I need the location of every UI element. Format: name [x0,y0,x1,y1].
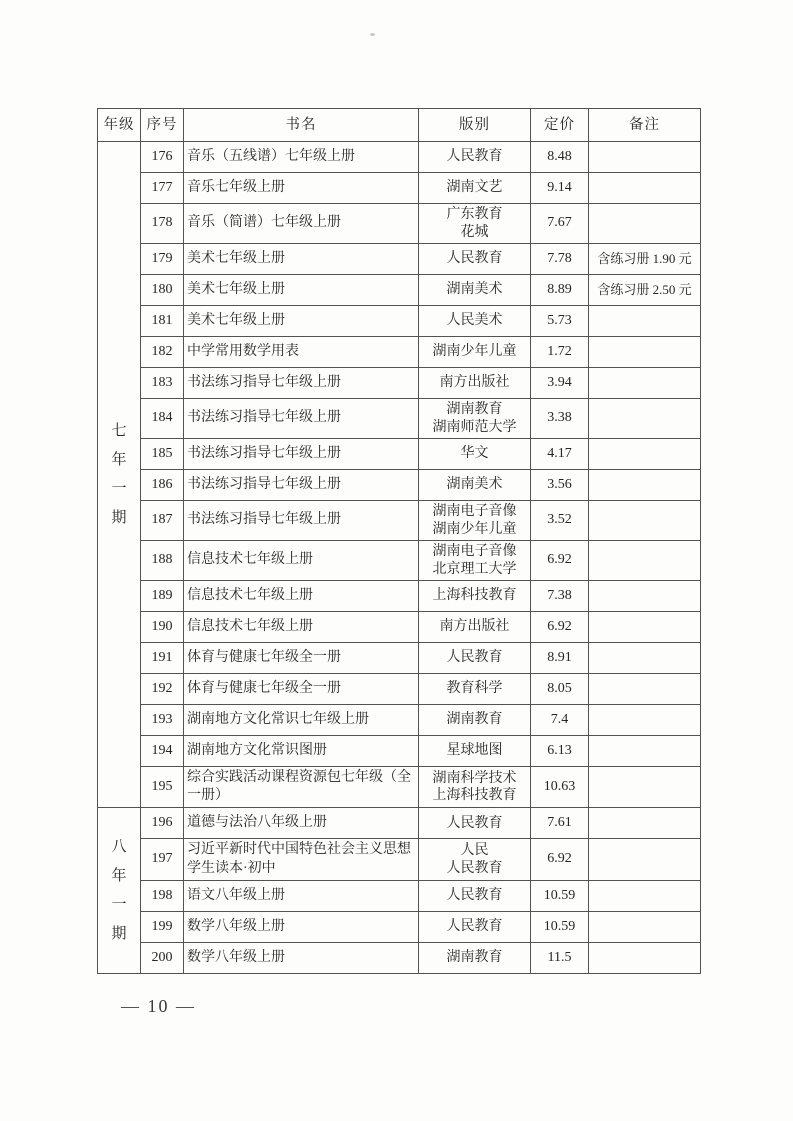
note-cell [589,142,701,173]
price-cell: 11.5 [531,942,589,973]
book-name-cell: 书法练习指导七年级上册 [184,439,419,470]
serial-number-cell: 180 [141,275,184,306]
note-cell [589,880,701,911]
grade-group-cell [98,808,141,973]
serial-number-cell: 179 [141,244,184,275]
publisher-cell [419,942,531,973]
publisher-line: 人民 [460,843,489,859]
publisher-cell [419,368,531,399]
publisher-line: 南方出版社 [439,619,510,635]
serial-number-cell: 187 [141,501,184,541]
table-row [98,942,701,973]
publisher-cell [419,275,531,306]
publisher-line: 花城 [460,224,489,240]
table-row [98,911,701,942]
note-cell [589,173,701,204]
note-cell [589,204,701,244]
price-cell: 1.72 [531,337,589,368]
table-row [98,142,701,173]
price-cell: 6.92 [531,612,589,643]
table-row [98,439,701,470]
publisher-cell [419,612,531,643]
column-header-price: 定价 [531,109,589,142]
publisher-line: 湖南少年儿童 [432,344,517,360]
serial-number-cell: 200 [141,942,184,973]
book-name-cell: 信息技术七年级上册 [184,541,419,581]
publisher-cell [419,736,531,767]
publisher-line: 人民美术 [446,313,503,329]
table-row [98,581,701,612]
book-name-cell: 道德与法治八年级上册 [184,808,419,839]
note-cell [589,439,701,470]
publisher-cell [419,501,531,541]
price-cell: 10.59 [531,880,589,911]
table-row [98,501,701,541]
note-cell [589,306,701,337]
serial-number-cell: 191 [141,643,184,674]
note-cell [589,501,701,541]
book-name-cell: 体育与健康七年级全一册 [184,674,419,705]
publisher-cell [419,880,531,911]
note-cell [589,911,701,942]
publisher-line: 湖南美术 [446,282,503,298]
publisher-line: 湖南电子音像 [432,544,517,559]
table-row [98,244,701,275]
book-name-cell: 书法练习指导七年级上册 [184,399,419,439]
table-row [98,612,701,643]
publisher-cell [419,839,531,880]
column-header-serial: 序号 [141,109,184,142]
publisher-cell [419,470,531,501]
publisher-line: 华文 [460,446,489,462]
scan-artifact [370,33,375,36]
table-row [98,541,701,581]
table-row [98,337,701,368]
publisher-line: 人民教育 [446,888,503,903]
table-row [98,173,701,204]
serial-number-cell: 177 [141,173,184,204]
book-name-cell: 音乐（五线谱）七年级上册 [184,142,419,173]
publisher-line: 湖南文艺 [446,180,503,196]
book-name-cell: 音乐（简谱）七年级上册 [184,204,419,244]
serial-number-cell: 196 [141,808,184,839]
publisher-cell [419,911,531,942]
serial-number-cell: 194 [141,736,184,767]
book-name-cell: 书法练习指导七年级上册 [184,501,419,541]
price-cell: 8.48 [531,142,589,173]
note-cell: 含练习册 1.90 元 [589,244,701,275]
publisher-line: 人民教育 [446,251,503,267]
table-row [98,880,701,911]
serial-number-cell: 190 [141,612,184,643]
book-name-cell: 体育与健康七年级全一册 [184,643,419,674]
publisher-line: 人民教育 [446,650,503,666]
publisher-line: 湖南少年儿童 [432,521,517,537]
table-row [98,368,701,399]
publisher-cell [419,399,531,439]
serial-number-cell: 181 [141,306,184,337]
price-cell: 7.61 [531,808,589,839]
column-header-book-name: 书名 [184,109,419,142]
publisher-line: 教育科学 [446,681,503,697]
price-cell: 3.94 [531,368,589,399]
publisher-cell [419,705,531,736]
note-cell: 含练习册 2.50 元 [589,275,701,306]
serial-number-cell: 198 [141,880,184,911]
table-row [98,808,701,839]
price-cell: 8.91 [531,643,589,674]
serial-number-cell: 195 [141,767,184,808]
table-row [98,275,701,306]
price-cell: 3.52 [531,501,589,541]
publisher-line: 湖南教育 [446,950,503,965]
note-cell [589,581,701,612]
serial-number-cell: 193 [141,705,184,736]
publisher-cell [419,337,531,368]
serial-number-cell: 176 [141,142,184,173]
serial-number-cell: 189 [141,581,184,612]
publisher-cell [419,541,531,581]
table-row [98,306,701,337]
book-name-cell: 书法练习指导七年级上册 [184,470,419,501]
book-name-cell: 美术七年级上册 [184,306,419,337]
table-row [98,767,701,808]
publisher-line: 人民教育 [446,919,503,934]
serial-number-cell: 178 [141,204,184,244]
table-row [98,839,701,880]
publisher-cell [419,767,531,808]
column-header-note: 备注 [589,109,701,142]
serial-number-cell: 199 [141,911,184,942]
book-name-cell: 美术七年级上册 [184,244,419,275]
textbook-price-table [97,108,701,974]
publisher-line: 湖南美术 [446,477,503,493]
table-row [98,674,701,705]
serial-number-cell: 197 [141,839,184,880]
grade-group-label: 七 年 一 期 [111,422,127,526]
grade-group-cell [98,142,141,808]
note-cell [589,399,701,439]
book-name-cell: 信息技术七年级上册 [184,612,419,643]
price-cell: 8.89 [531,275,589,306]
price-cell: 7.67 [531,204,589,244]
table-row [98,470,701,501]
serial-number-cell: 192 [141,674,184,705]
column-header-grade: 年级 [98,109,141,142]
price-cell: 5.73 [531,306,589,337]
publisher-cell [419,581,531,612]
note-cell [589,705,701,736]
publisher-line: 星球地图 [446,743,503,759]
table-header-row [98,109,701,142]
serial-number-cell: 186 [141,470,184,501]
grade-group-label: 八 年 一 期 [111,838,127,942]
publisher-cell [419,204,531,244]
publisher-cell [419,142,531,173]
note-cell [589,736,701,767]
book-name-cell: 湖南地方文化常识图册 [184,736,419,767]
price-cell: 7.4 [531,705,589,736]
publisher-line: 湖南师范大学 [432,419,517,435]
price-cell: 6.92 [531,541,589,581]
note-cell [589,337,701,368]
publisher-line: 湖南教育 [446,402,503,417]
book-name-cell: 信息技术七年级上册 [184,581,419,612]
note-cell [589,368,701,399]
book-name-cell: 数学八年级上册 [184,942,419,973]
note-cell [589,541,701,581]
page-number: — 10 — [121,996,196,1016]
note-cell [589,643,701,674]
serial-number-cell: 185 [141,439,184,470]
price-cell: 3.56 [531,470,589,501]
table-row [98,399,701,439]
publisher-line: 上海科技教育 [432,788,517,804]
book-name-cell: 美术七年级上册 [184,275,419,306]
publisher-line: 上海科技教育 [432,588,517,604]
serial-number-cell: 182 [141,337,184,368]
publisher-cell [419,306,531,337]
serial-number-cell: 184 [141,399,184,439]
price-cell: 9.14 [531,173,589,204]
publisher-line: 湖南电子音像 [432,504,517,519]
book-name-cell: 湖南地方文化常识七年级上册 [184,705,419,736]
serial-number-cell: 188 [141,541,184,581]
publisher-cell [419,808,531,839]
note-cell [589,767,701,808]
book-name-cell: 综合实践活动课程资源包七年级（全一册） [184,767,419,808]
note-cell [589,470,701,501]
book-name-cell: 数学八年级上册 [184,911,419,942]
table-row [98,643,701,674]
note-cell [589,612,701,643]
publisher-cell [419,643,531,674]
book-name-cell: 中学常用数学用表 [184,337,419,368]
price-cell: 7.78 [531,244,589,275]
column-header-publisher: 版别 [419,109,531,142]
publisher-line: 人民教育 [446,149,503,165]
book-name-cell: 书法练习指导七年级上册 [184,368,419,399]
price-cell: 10.59 [531,911,589,942]
publisher-line: 人民教育 [446,860,503,876]
price-cell: 7.38 [531,581,589,612]
publisher-cell [419,173,531,204]
table-row [98,736,701,767]
publisher-cell [419,674,531,705]
price-cell: 8.05 [531,674,589,705]
book-name-cell: 语文八年级上册 [184,880,419,911]
note-cell [589,942,701,973]
table-row [98,204,701,244]
publisher-cell [419,439,531,470]
table-row [98,705,701,736]
publisher-line: 湖南教育 [446,712,503,728]
publisher-line: 广东教育 [446,207,503,222]
price-cell: 10.63 [531,767,589,808]
publisher-line: 北京理工大学 [432,561,517,577]
note-cell [589,674,701,705]
price-cell: 3.38 [531,399,589,439]
note-cell [589,808,701,839]
price-cell: 4.17 [531,439,589,470]
serial-number-cell: 183 [141,368,184,399]
price-cell: 6.13 [531,736,589,767]
note-cell [589,839,701,880]
publisher-line: 人民教育 [446,815,503,831]
publisher-cell [419,244,531,275]
book-name-cell: 习近平新时代中国特色社会主义思想学生读本·初中 [184,839,419,880]
publisher-line: 湖南科学技术 [432,770,517,786]
price-cell: 6.92 [531,839,589,880]
book-name-cell: 音乐七年级上册 [184,173,419,204]
publisher-line: 南方出版社 [439,375,510,391]
